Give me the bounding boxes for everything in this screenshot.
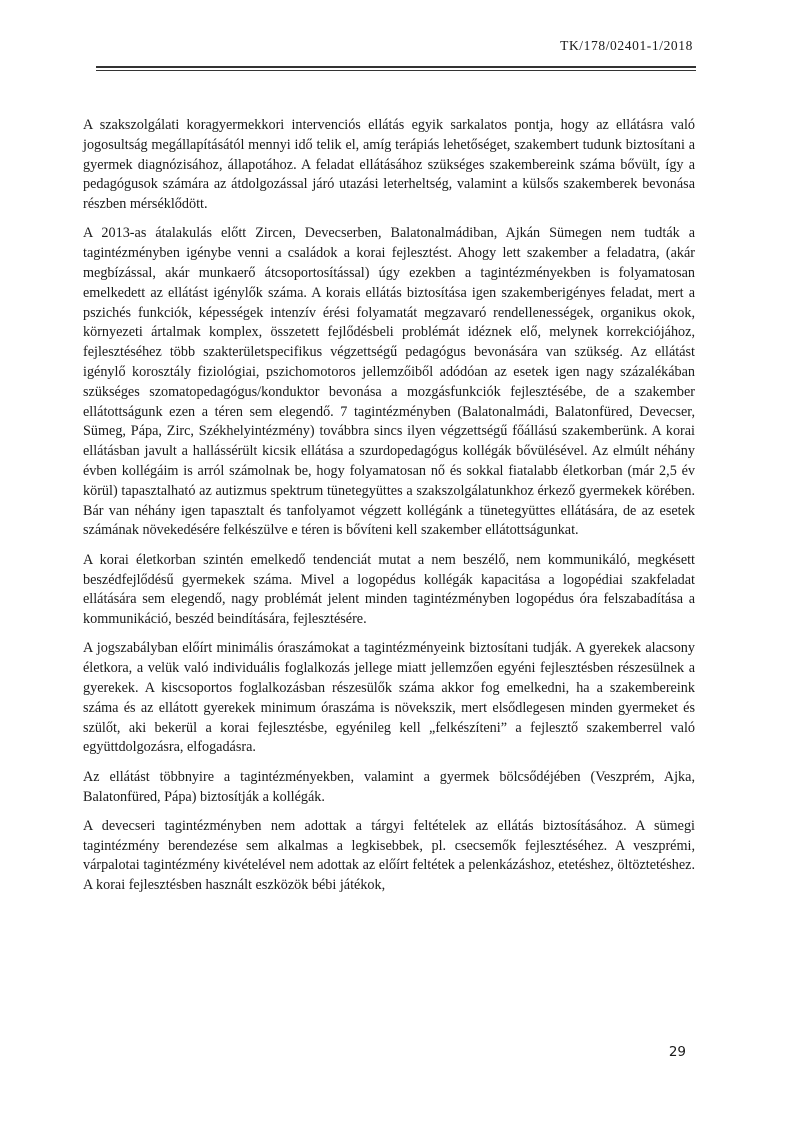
paragraph-4: A jogszabályban előírt minimális óraszámokat a tagintézményeink biztosítani tudják. A gyerekek alacsony életkora, a velük való individuális foglalkozás jellege miatt jellemzően egyéni fejlesztésben részesülnek a gyerekek. A kiscsoportos foglalkozásban részesülők száma akkor fog emelkedni, ha a szakembereink száma és az ellátott gyerekek minimum óraszáma is növekszik, mert elsődlegesen minden gyermeket és szülőt, aki bekerül a korai fejlesztésbe, egyénileg kell „felkészíteni” a fejlesztő szakemberrel való együttdolgozásra, elfogadásra. <box>83 640 695 756</box>
paragraph-5: Az ellátást többnyire a tagintézményekben, valamint a gyermek bölcsődéjében (Veszprém, Ajka, Balatonfüred, Pápa) biztosítják a kollégák. <box>83 768 695 805</box>
document-body <box>83 116 695 905</box>
paragraph-2: A 2013-as átalakulás előtt Zircen, Devecserben, Balatonalmádiban, Ajkán Sümegen nem tudták a tagintézményben igénybe venni a családok a korai fejlesztést. Ahogy lett szakember a feladatra, (akár megbízással, akár munkaerő átcsoportosítással) úgy ezekben a tagintézményekben is folyamatosan emelkedett az ellátást igénylők száma. A korais ellátás biztosítása igen szakemberigényes feladat, mert a pszichés funkciók, képességek intenzív érési folyamatát megzavaró rendellenességek, organikus okok, környezeti ártalmak komplex, összetett fejlődésbeli problémát idéznek elő, melynek korrekciójához, fejlesztéséhez több szakterületspecifikus végzettségű pedagógus bevonására van szükség. Az ellátást igénylő korosztály fiziológiai, pszichomotoros jellemzőiből adódóan az esetek igen nagy százalékában szükséges szomatopedagógus/konduktor bevonása a mozgásfunkciók fejlesztésébe, de a szakember ellátottságunk ezen a téren sem elegendő. 7 tagintézményben (Balatonalmádi, Balatonfüred, Devecser, Sümeg, Pápa, Zirc, Székhelyintézmény) továbbra sincs ilyen végzettségű főállású szakemberünk. A korai ellátásban javult a hallássérült kicsik ellátása a szurdopedagógus kollégák bővülésével. Az elmúlt néhány évben kollégáim is arról számolnak be, hogy folyamatosan nő és sokkal fiatalabb életkorban (már 2,5 év körül) tapasztalható az autizmus spektrum tünetegyüttes a szakszolgálatunkhoz érkező gyermekek körében. Bár van néhány igen tapasztalt és tanfolyamot végzett kollégánk a tünetegyüttes ellátására, de az esetek számának növekedésére felkészülve e téren is bővíteni kell szakember ellátottságunkat. <box>83 225 695 539</box>
header-divider <box>96 66 696 71</box>
page-number: 29 <box>668 1044 686 1060</box>
paragraph-6: A devecseri tagintézményben nem adottak a tárgyi feltételek az ellátás biztosításához. A sümegi tagintézmény berendezése sem alkalmas a legkisebbek, pl. csecsemők fejlesztéséhez. A veszprémi, várpalotai tagintézmény kivételével nem adottak az előírt feltétek a pelenkázáshoz, etetéshez, öltöztetéshez. A korai fejlesztésben használt eszközök bébi játékok, <box>83 817 695 894</box>
document-reference-number: TK/178/02401-1/2018 <box>560 38 693 53</box>
paragraph-3: A korai életkorban szintén emelkedő tendenciát mutat a nem beszélő, nem kommunikáló, megkésett beszédfejlődésű gyermekek száma. Mivel a logopédus kollégák kapacitása a logopédiai szakfeladat ellátására sem elegendő, nagy problémát jelent minden tagintézményben logopédus óra felszabadítása a kommunikáció, beszéd beindítására, fejlesztésére. <box>83 551 695 628</box>
paragraph-1: A szakszolgálati koragyermekkori intervenciós ellátás egyik sarkalatos pontja, hogy az ellátásra való jogosultság megállapításától mennyi idő telik el, amíg terápiás lehetőséget, szakembert tudunk biztosítani a gyermek diagnózisához, állapotához. A feladat ellátásához szükséges szakembereink száma bővült, így a pedagógusok számára az átdolgozással járó utazási leterheltség, valamint a külsős szakemberek bevonása részben mérséklődött. <box>83 117 695 213</box>
